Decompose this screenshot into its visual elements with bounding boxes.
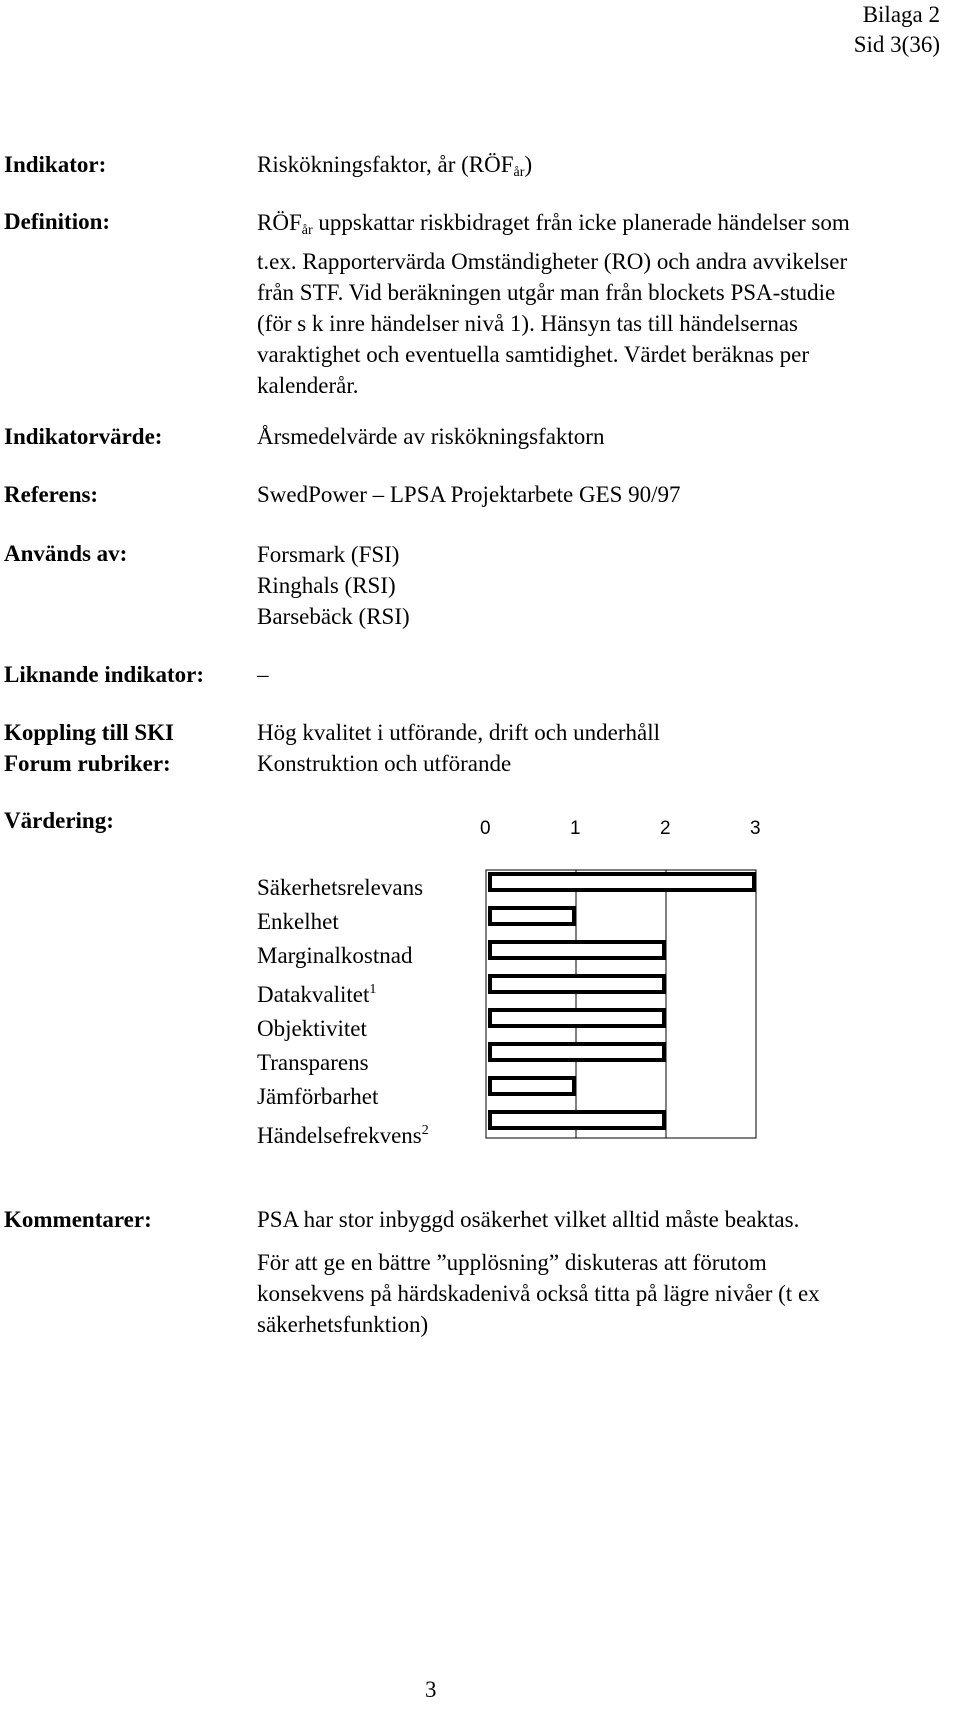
chart-category-label: Objektivitet — [257, 1016, 367, 1041]
indikatorvarde-label: Indikatorvärde: — [4, 424, 163, 449]
evaluation-bar-chart — [470, 860, 770, 1140]
anvands-av-label: Används av: — [4, 541, 128, 566]
chart-bar-fill — [492, 944, 662, 956]
koppling-list — [257, 717, 660, 779]
definition-line: varaktighet och eventuella samtidighet. Värdet beräknas per — [257, 342, 809, 367]
chart-bar-fill — [492, 978, 662, 990]
page-header — [854, 0, 940, 60]
chart-category-label: Jämförbarhet — [257, 1084, 379, 1109]
referens-value: SwedPower – LPSA Projektarbete GES 90/97 — [257, 482, 681, 507]
definition-label: Definition: — [4, 209, 111, 234]
vardering-label: Värdering: — [4, 808, 114, 833]
comment-line: säkerhetsfunktion) — [257, 1312, 429, 1337]
footnote-marker: 2 — [421, 1123, 429, 1138]
list-item: Ringhals (RSI) — [257, 573, 396, 598]
liknande-value: – — [257, 662, 269, 687]
chart-tick-label: 0 — [480, 818, 491, 839]
chart-category-label: Säkerhetsrelevans — [257, 875, 424, 900]
comment-line: För att ge en bättre ”upplösning” diskuteras att förutom — [257, 1250, 767, 1275]
referens-label: Referens: — [4, 482, 99, 507]
liknande-label: Liknande indikator: — [4, 662, 205, 687]
chart-bar-fill — [492, 876, 752, 888]
chart-bar-fill — [492, 1114, 662, 1126]
header-page: Sid 3(36) — [853, 32, 940, 57]
list-item: Forsmark (FSI) — [257, 542, 400, 567]
definition-line: RÖFår uppskattar riskbidraget från icke planerade händelser som — [257, 210, 850, 238]
chart-bar-fill — [492, 1046, 662, 1058]
indikatorvarde-value: Årsmedelvärde av riskökningsfaktorn — [257, 424, 605, 449]
header-appendix: Bilaga 2 — [862, 2, 940, 27]
chart-category-label: Datakvalitet$^1$ — [257, 982, 377, 1007]
kommentarer-para1: PSA har stor inbyggd osäkerhet vilket alltid måste beaktas. — [257, 1207, 800, 1232]
footnote-marker: 1 — [369, 982, 377, 997]
definition-line: kalenderår. — [257, 373, 359, 398]
definition-line: t.ex. Rapportervärda Omständigheter (RO) och andra avvikelser — [257, 249, 848, 274]
list-item: Barsebäck (RSI) — [257, 604, 410, 629]
kommentarer-label: Kommentarer: — [4, 1207, 152, 1232]
kommentarer-para2 — [257, 1247, 820, 1340]
definition-line: från STF. Vid beräkningen utgår man från blockets PSA-studie — [257, 280, 836, 305]
chart-tick-label: 1 — [570, 818, 581, 839]
chart-category-label: Transparens — [257, 1050, 369, 1075]
koppling-label: Koppling till SKI Forum rubriker: — [4, 720, 175, 776]
chart-bar-fill — [492, 910, 572, 922]
chart-category-label: Marginalkostnad — [257, 943, 413, 968]
chart-bar-fill — [492, 1080, 572, 1092]
chart-bar-fill — [492, 1012, 662, 1024]
indikator-label: Indikator: — [4, 152, 107, 177]
chart-category-label: Enkelhet — [257, 909, 339, 934]
indikator-value: Riskökningsfaktor, år (RÖFår) — [257, 152, 533, 180]
anvands-av-list — [257, 539, 410, 632]
chart-category-labels — [257, 871, 429, 1153]
page-number: 3 — [425, 1677, 437, 1702]
chart-tick-label: 2 — [660, 818, 671, 839]
comment-line: konsekvens på härdskadenivå också titta på lägre nivåer (t ex — [257, 1281, 820, 1306]
definition-line: (för s k inre händelser nivå 1). Hänsyn tas till händelsernas — [257, 311, 798, 336]
list-item: Hög kvalitet i utförande, drift och underhåll — [257, 720, 661, 745]
list-item: Konstruktion och utförande — [257, 751, 512, 776]
chart-tick-label: 3 — [750, 818, 761, 839]
chart-category-label: Händelsefrekvens$^2$ — [257, 1123, 429, 1148]
definition-text — [257, 207, 850, 401]
